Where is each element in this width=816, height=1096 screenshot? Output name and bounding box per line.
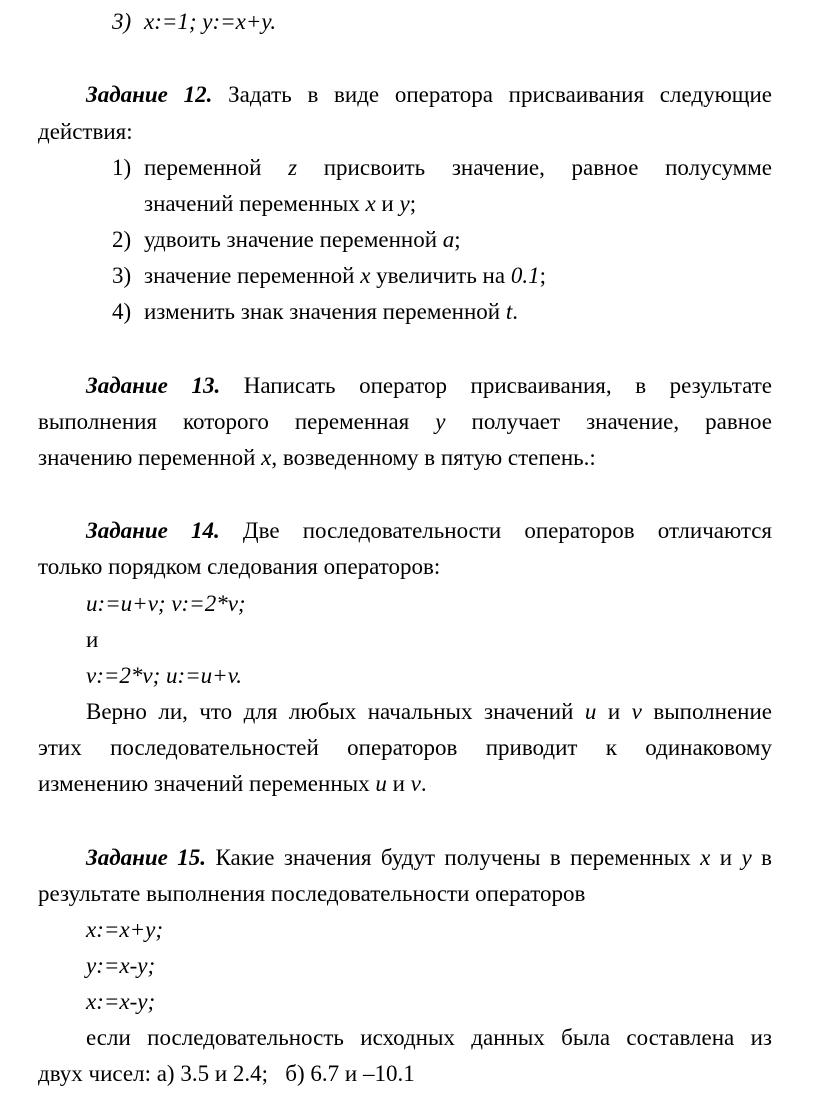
task15-code-3: x:=x-y;: [86, 989, 156, 1014]
task14-code1: u:=u+v; v:=2*v;: [86, 591, 246, 616]
task15-line1: Задание 15. Какие значения будут получены в переменных x и y в: [86, 845, 772, 870]
task13-line1: Задание 13. Написать оператор присваивания, в результате: [86, 373, 772, 398]
task14-question-line2: этих последовательностей операторов приводит к одинаковому: [38, 735, 772, 760]
task15-line3: если последовательность исходных данных была составлена из: [86, 1025, 772, 1050]
task13-line2: выполнения которого переменная y получает значение, равное: [38, 409, 773, 434]
task14-code2: v:=2*v; u:=u+v.: [86, 663, 242, 688]
code-text: x:=1; y:=x+y.: [144, 9, 277, 34]
task12-intro-line1: Задание 12. Задать в виде оператора присваивания следующие: [86, 82, 772, 107]
task13-line3: значению переменной x, возведенному в пятую степень.:: [38, 445, 596, 470]
task14-question-line3: изменению значений переменных u и v.: [38, 771, 427, 796]
list-number: 3): [112, 9, 132, 34]
task15-code-2: y:=x-y;: [86, 953, 156, 978]
task14-line2: только порядком следования операторов:: [38, 554, 441, 579]
task14-label: Задание 14.: [86, 518, 220, 543]
task15-line2: результате выполнения последовательности операторов: [38, 881, 586, 906]
task14-question-line1: Верно ли, что для любых начальных значений u и v выполнение: [86, 699, 772, 724]
task15-label: Задание 15.: [86, 845, 207, 870]
task13-label: Задание 13.: [86, 373, 221, 398]
task14-line1: Задание 14. Две последовательности операторов отличаются: [86, 518, 772, 543]
task15-line4: двух чисел: а) 3.5 и 2.4; б) 6.7 и –10.1: [38, 1061, 415, 1086]
task12-label: Задание 12.: [86, 82, 213, 107]
task14-and: и: [86, 627, 99, 652]
task12-intro-line2: действия:: [38, 119, 133, 144]
task15-code-1: x:=x+y;: [86, 917, 163, 942]
